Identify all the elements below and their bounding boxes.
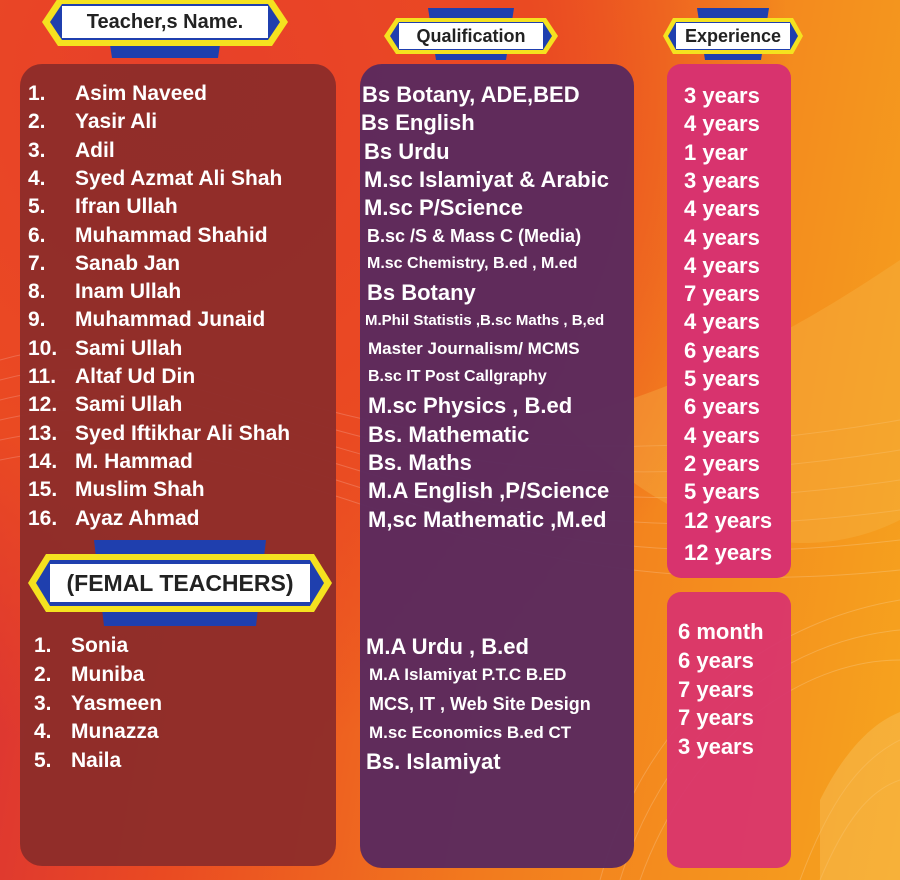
teacher-experience: 3 years xyxy=(684,83,760,108)
teacher-experience: 6 years xyxy=(684,337,760,363)
teacher-row xyxy=(28,280,328,306)
teacher-qualification: M.sc Chemistry, B.ed , M.ed xyxy=(367,254,578,272)
experience-extra: 12 years xyxy=(684,540,773,565)
teacher-name: Muslim Shah xyxy=(75,478,205,502)
teacher-experience: 4 years xyxy=(684,224,760,250)
teacher-qualification: Bs Urdu xyxy=(364,138,450,164)
teacher-name: Ayaz Ahmad xyxy=(75,506,200,530)
teacher-qualification: Bs. Islamiyat xyxy=(366,749,501,775)
teacher-name: Muhammad Shahid xyxy=(75,223,268,247)
female-teacher-row xyxy=(34,692,324,718)
teacher-row xyxy=(28,478,328,504)
teacher-number: 15. xyxy=(28,478,58,502)
teacher-experience: 1 year xyxy=(684,139,748,165)
teacher-row xyxy=(28,224,328,250)
teacher-qualification: Bs Botany, ADE,BED xyxy=(362,82,580,107)
top-cut-title-decoration xyxy=(376,0,676,6)
teacher-number: 14. xyxy=(28,449,58,473)
experience-header-badge xyxy=(663,8,803,60)
teacher-experience: 4 years xyxy=(684,309,760,335)
teacher-experience: 7 years xyxy=(684,281,760,307)
teacher-number: 4. xyxy=(28,166,46,190)
teacher-experience: 3 years xyxy=(678,734,754,760)
teacher-row xyxy=(28,365,328,391)
teacher-name: Naila xyxy=(71,749,122,773)
teacher-row xyxy=(28,393,328,419)
teacher-row xyxy=(28,308,328,334)
teacher-experience: 4 years xyxy=(684,252,760,278)
teacher-qualification: M,sc Mathematic ,M.ed xyxy=(368,506,607,532)
teacher-name: M. Hammad xyxy=(75,449,193,473)
teacher-name: Syed Azmat Ali Shah xyxy=(75,166,283,190)
teacher-qualification: M.A Islamiyat P.T.C B.ED xyxy=(369,665,567,685)
female-teachers-header: (FEMAL TEACHERS) xyxy=(50,564,310,602)
teacher-qualification: M.sc Physics , B.ed xyxy=(368,393,573,419)
female-teacher-row xyxy=(34,663,324,689)
teacher-experience: 4 years xyxy=(684,111,760,137)
teacher-experience: 12 years xyxy=(684,507,773,533)
teacher-experience: 4 years xyxy=(684,196,760,222)
teacher-name: Sanab Jan xyxy=(75,251,181,275)
teacher-number: 11. xyxy=(28,365,57,388)
teachers-name-header: Teacher,s Name. xyxy=(62,6,268,38)
teacher-name: Altaf Ud Din xyxy=(75,365,196,388)
teacher-number: 3. xyxy=(28,138,46,162)
teacher-experience: 4 years xyxy=(684,422,760,448)
teacher-row xyxy=(28,252,328,278)
experience-header: Experience xyxy=(676,23,790,49)
teacher-experience: 3 years xyxy=(684,167,760,193)
teachers-name-header-badge xyxy=(42,0,288,58)
teacher-number: 10. xyxy=(28,336,58,360)
teacher-number: 1. xyxy=(34,634,52,657)
teacher-name: Sami Ullah xyxy=(75,336,183,360)
teacher-row xyxy=(28,195,328,221)
teacher-number: 5. xyxy=(28,195,46,219)
teacher-name: Adil xyxy=(75,138,115,162)
teacher-row xyxy=(28,337,328,363)
teacher-row xyxy=(28,167,328,193)
qualification-header-badge xyxy=(384,8,558,60)
teacher-experience: 5 years xyxy=(684,479,760,505)
teacher-number: 7. xyxy=(28,251,46,275)
teacher-row xyxy=(28,507,328,533)
teacher-qualification: M.Phil Statistis ,B.sc Maths , B,ed xyxy=(365,311,605,329)
teacher-qualification: Bs English xyxy=(361,110,475,136)
teacher-experience: 6 years xyxy=(678,647,754,673)
teacher-qualification: MCS, IT , Web Site Design xyxy=(369,693,591,714)
teacher-name: Ifran Ullah xyxy=(75,195,178,219)
teacher-number: 2. xyxy=(28,110,46,134)
teacher-name: Yasmeen xyxy=(71,691,163,715)
teacher-qualification: M.sc Islamiyat & Arabic xyxy=(364,166,609,192)
teacher-experience: 6 years xyxy=(684,394,760,420)
teacher-qualification: Master Journalism/ MCMS xyxy=(368,339,580,359)
teacher-number: 1. xyxy=(28,82,46,105)
teacher-name: Syed Iftikhar Ali Shah xyxy=(75,421,291,445)
teacher-experience: 6 month xyxy=(678,619,764,644)
teacher-number: 5. xyxy=(34,749,52,773)
teacher-qualification: B.sc IT Post Callgraphy xyxy=(368,368,547,385)
teacher-row xyxy=(28,450,328,476)
qualification-header: Qualification xyxy=(399,23,543,49)
teacher-experience: 7 years xyxy=(678,705,754,731)
teacher-experience: 7 years xyxy=(678,676,754,702)
teacher-row xyxy=(28,422,328,448)
female-teacher-row xyxy=(34,720,324,746)
female-teachers-badge xyxy=(28,540,332,626)
teacher-qualification: Bs. Mathematic xyxy=(368,421,530,447)
teacher-number: 13. xyxy=(28,421,58,445)
teacher-number: 6. xyxy=(28,223,46,247)
teacher-name: Muhammad Junaid xyxy=(75,308,266,332)
teacher-number: 4. xyxy=(34,720,52,744)
teacher-qualification: Bs Botany xyxy=(367,280,476,306)
teacher-name: Yasir Ali xyxy=(75,110,158,134)
teacher-number: 8. xyxy=(28,280,46,304)
teacher-row xyxy=(28,82,328,108)
teacher-number: 16. xyxy=(28,506,58,530)
teacher-number: 9. xyxy=(28,308,46,332)
teacher-experience: 5 years xyxy=(684,366,760,391)
teacher-row xyxy=(28,110,328,136)
teacher-qualification: B.sc /S & Mass C (Media) xyxy=(367,225,582,246)
teacher-qualification: M.sc P/Science xyxy=(364,195,523,221)
teacher-name: Sami Ullah xyxy=(75,393,183,417)
teacher-number: 12. xyxy=(28,393,58,417)
teacher-name: Inam Ullah xyxy=(75,280,182,304)
teacher-name: Muniba xyxy=(71,662,145,686)
teacher-name: Munazza xyxy=(71,720,159,744)
teacher-name: Sonia xyxy=(71,634,129,657)
teacher-qualification: Bs. Maths xyxy=(368,449,472,475)
female-teacher-row xyxy=(34,749,324,775)
teacher-number: 2. xyxy=(34,662,52,686)
teacher-experience: 2 years xyxy=(684,450,760,476)
teacher-name: Asim Naveed xyxy=(75,82,207,105)
female-teacher-row xyxy=(34,634,324,660)
teacher-qualification: M.A English ,P/Science xyxy=(368,478,610,504)
teacher-qualification: M.sc Economics B.ed CT xyxy=(369,722,572,742)
teacher-number: 3. xyxy=(34,691,52,715)
teacher-qualification: M.A Urdu , B.ed xyxy=(366,634,529,659)
teacher-row xyxy=(28,139,328,165)
